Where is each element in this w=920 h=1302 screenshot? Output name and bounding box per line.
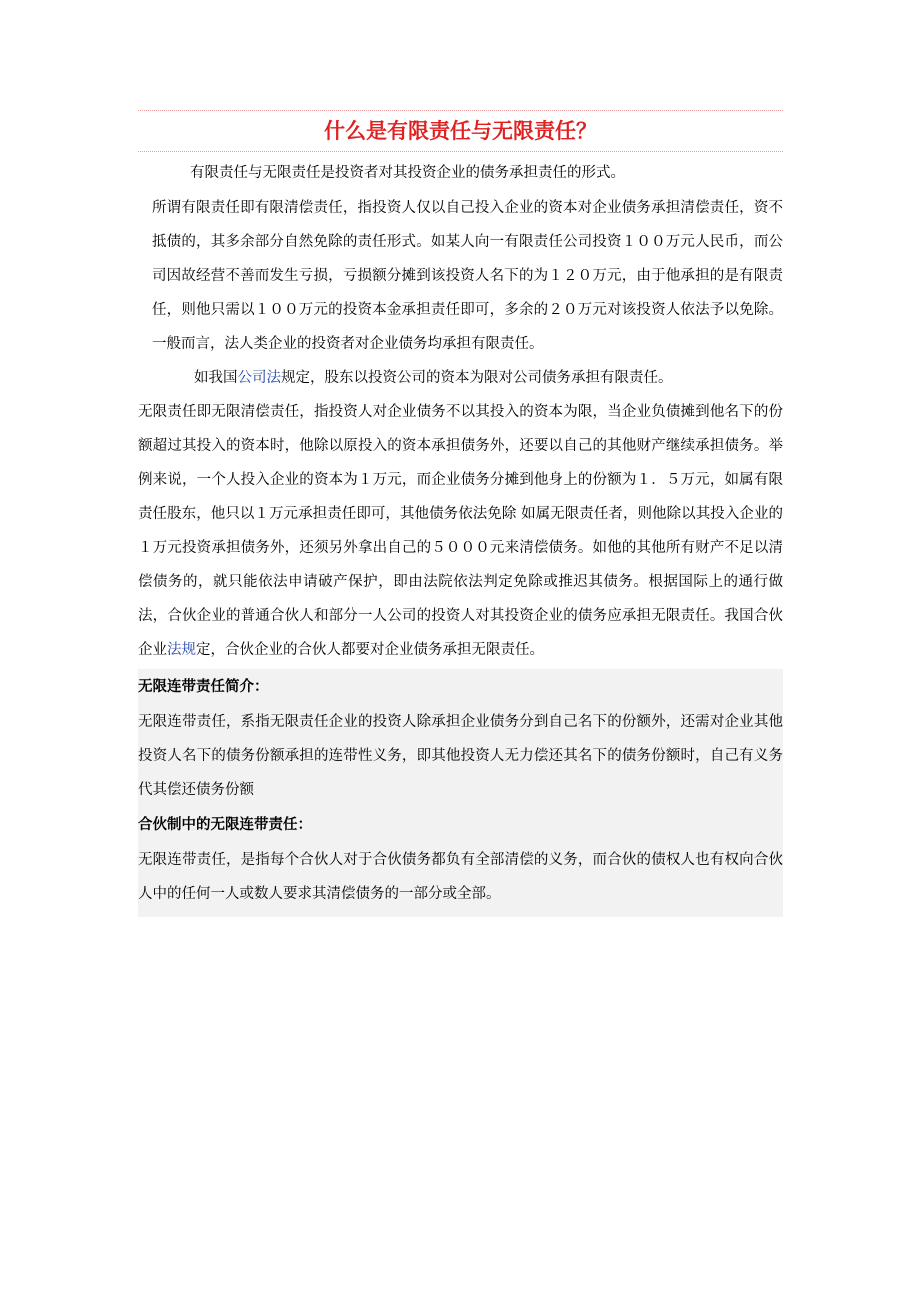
unlimited-joint-liability-section	[138, 669, 783, 917]
limited-liability-paragraph: 所谓有限责任即有限清偿责任，指投资人仅以自己投入企业的资本对企业债务承担清偿责任，资不抵债的，其多余部分自然免除的责任形式。如某人向一有限责任公司投资１００万元人民币，而公司因故经营不善而发生亏损，亏损额分摊到该投资人名下的为１２０万元，由于他承担的是有限责任，则他只需以１００万元的投资本金承担责任即可，多余的２０万元对该投资人依法予以免除。一般而言，法人类企业的投资者对企业债务均承担有限责任。	[152, 200, 783, 352]
section-heading-partnership-liability: 合伙制中的无限连带责任：	[138, 817, 312, 833]
company-law-text-after: 规定，股东以投资公司的资本为限对公司债务承担有限责任。	[281, 370, 673, 386]
company-law-paragraph	[138, 361, 783, 395]
document-page	[138, 110, 783, 917]
company-law-link[interactable]: 公司法	[237, 370, 281, 386]
unlimited-liability-text: 无限责任即无限清偿责任，指投资人对企业债务不以其投入的资本为限，当企业负债摊到他名下的份额超过其投入的资本时，他除以原投入的资本承担债务外，还要以自己的其他财产继续承担债务。举例来说，一个人投入企业的资本为１万元，而企业债务分摊到他身上的份额为１．５万元，如属有限责任股东，他只以１万元承担责任即可，其他债务依法免除 如属无限责任者，则他除以其投入企业的１万元投资承担债务外，还须另外拿出自己的５０００元来清偿债务。如他的其他所有财产不足以清偿债务的，就只能依法申请破产保护，即由法院依法判定免除或推迟其债务。根据国际上的通行做法，合伙企业的普通合伙人和部分一人公司的投资人对其投资企业的债务应承担无限责任。我国合伙企业	[138, 404, 783, 658]
unlimited-liability-text-after: 定，合伙企业的合伙人都要对企业债务承担无限责任。	[196, 642, 544, 658]
section-heading-joint-liability: 无限连带责任简介：	[138, 679, 269, 695]
partnership-liability-paragraph: 无限连带责任，是指每个合伙人对于合伙债务都负有全部清偿的义务，而合伙的债权人也有权向合伙人中的任何一人或数人要求其清偿债务的一部分或全部。	[138, 852, 783, 902]
page-title: 什么是有限责任与无限责任？	[324, 119, 597, 143]
company-law-text-before: 如我国	[194, 370, 238, 386]
unlimited-liability-paragraph	[138, 395, 783, 667]
joint-liability-paragraph: 无限连带责任，系指无限责任企业的投资人除承担企业债务分到自己名下的份额外，还需对企业其他投资人名下的债务份额承担的连带性义务，即其他投资人无力偿还其名下的债务份额时，自己有义务代其偿还债务份额	[138, 714, 783, 798]
intro-paragraph: 有限责任与无限责任是投资者对其投资企业的债务承担责任的形式。	[190, 165, 625, 181]
title-divider	[138, 151, 783, 152]
regulation-link[interactable]: 法规	[167, 642, 196, 658]
